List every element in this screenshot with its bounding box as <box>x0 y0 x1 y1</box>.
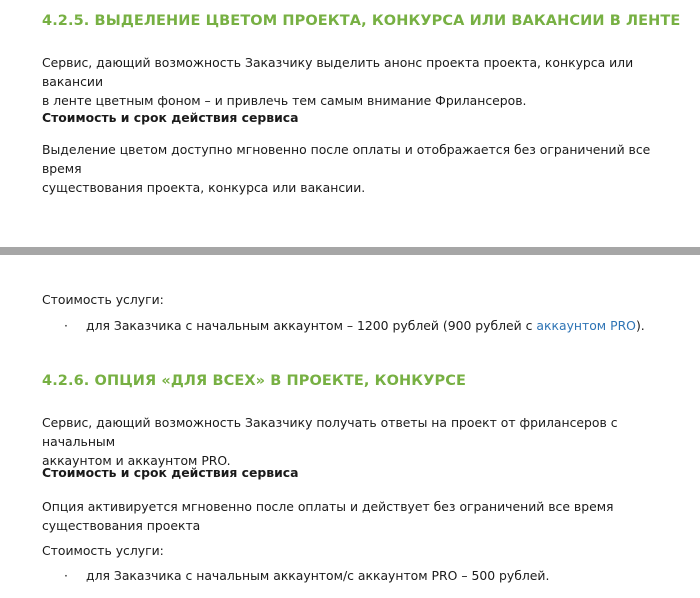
pro-account-link[interactable]: аккаунтом PRO <box>536 318 636 333</box>
bullet-marker: · <box>64 568 68 583</box>
bullet-marker: · <box>64 318 68 333</box>
bullet-text: для Заказчика с начальным аккаунтом/с аккаунтом PRO – 500 рублей. <box>86 568 550 583</box>
bullet-text-after: ). <box>635 318 645 333</box>
bullet-text-before: для Заказчика с начальным аккаунтом – 1200 рублей (900 рублей с <box>86 318 537 333</box>
section-4-2-5-cost-label: Стоимость услуги: <box>42 292 164 307</box>
section-4-2-6-cost-label: Стоимость услуги: <box>42 543 164 558</box>
document-page-top <box>0 0 700 247</box>
section-4-2-6-term: Опция активируется мгновенно после оплаты и действует без ограничений все время существования проекта <box>42 499 614 533</box>
section-heading-4-2-6: 4.2.6. ОПЦИЯ «ДЛЯ ВСЕХ» В ПРОЕКТЕ, КОНКУРСЕ <box>42 373 466 389</box>
section-4-2-6-intro: Сервис, дающий возможность Заказчику получать ответы на проект от фрилансеров с начальным аккаунтом и аккаунтом PRO. <box>42 415 618 468</box>
section-4-2-6-subheading: Стоимость и срок действия сервиса <box>42 465 299 480</box>
page-separator <box>0 247 700 255</box>
section-4-2-5-term: Выделение цветом доступно мгновенно после оплаты и отображается без ограничений все время существования проекта, конкурса или вакансии. <box>42 142 651 195</box>
section-4-2-5-subheading: Стоимость и срок действия сервиса <box>42 110 299 125</box>
section-4-2-5-intro: Сервис, дающий возможность Заказчику выделить анонс проекта проекта, конкурса или вакансии в ленте цветным фоном – и привлечь тем самым внимание Фрилансеров. <box>42 55 634 108</box>
bullet-text <box>86 316 645 335</box>
section-heading-4-2-5: 4.2.5. ВЫДЕЛЕНИЕ ЦВЕТОМ ПРОЕКТА, КОНКУРСА ИЛИ ВАКАНСИИ В ЛЕНТЕ <box>42 13 681 29</box>
document-page-bottom <box>0 255 700 598</box>
